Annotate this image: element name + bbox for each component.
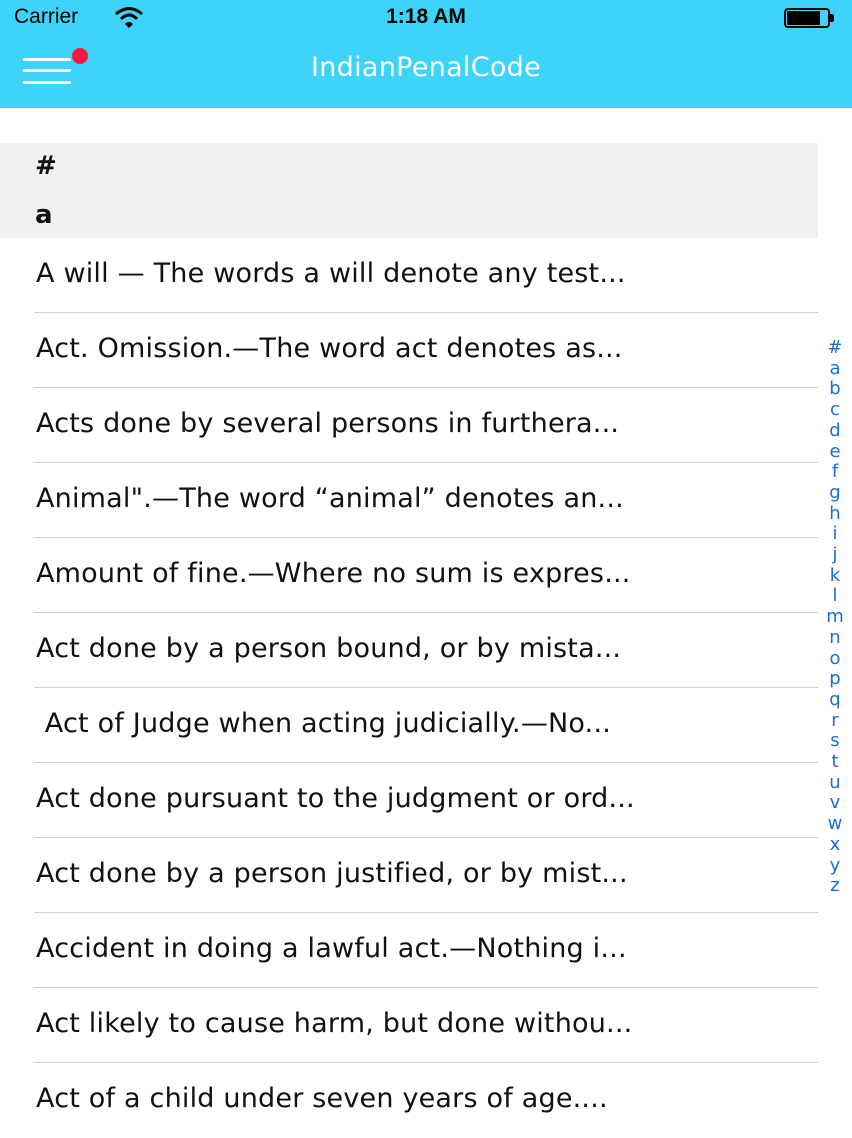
clock: 1:18 AM (386, 5, 466, 28)
index-letter[interactable]: e (829, 440, 841, 462)
section-header-a (0, 190, 818, 238)
index-letter[interactable]: x (829, 833, 841, 855)
index-letter[interactable]: p (829, 668, 841, 690)
entry-list (0, 238, 818, 1138)
list-item[interactable] (0, 538, 818, 613)
index-letter[interactable]: k (829, 564, 841, 586)
section-index (820, 338, 850, 897)
index-letter[interactable]: s (830, 730, 840, 752)
nav-bar (0, 36, 852, 108)
list-item[interactable] (0, 988, 818, 1063)
list-item[interactable] (0, 688, 818, 763)
index-letter[interactable]: r (831, 709, 839, 731)
index-letter[interactable]: t (831, 751, 839, 773)
index-letter[interactable]: q (829, 688, 841, 710)
list-item[interactable] (0, 313, 818, 388)
list-item[interactable] (0, 763, 818, 838)
index-letter[interactable]: h (829, 502, 841, 524)
section-header-label: a (35, 200, 53, 230)
index-letter[interactable]: # (827, 337, 843, 358)
list-item[interactable] (0, 838, 818, 913)
index-letter[interactable]: n (829, 626, 841, 648)
list-item[interactable] (0, 913, 818, 988)
section-header-hash (0, 143, 818, 190)
list-item-label: Acts done by several persons in furthera... (36, 408, 620, 439)
list-item-label: Act done by a person justified, or by mist... (36, 858, 628, 889)
index-letter[interactable]: f (831, 461, 839, 483)
index-letter[interactable]: o (829, 647, 841, 669)
index-letter[interactable]: g (829, 481, 841, 503)
list-item[interactable] (0, 238, 818, 313)
carrier-label: Carrier (14, 5, 79, 28)
index-letter[interactable]: u (829, 771, 841, 793)
index-letter[interactable]: i (832, 523, 838, 545)
index-letter[interactable]: w (827, 813, 843, 835)
index-letter[interactable]: v (829, 792, 841, 814)
battery-icon (784, 8, 834, 28)
section-header-label: # (35, 151, 57, 181)
index-letter[interactable]: b (829, 378, 841, 400)
list-item-label: Act done pursuant to the judgment or ord... (36, 783, 635, 814)
index-letter[interactable]: c (830, 399, 840, 421)
list-item[interactable] (0, 1063, 818, 1138)
list-item-label: Act of Judge when acting judicially.—No... (36, 708, 612, 739)
status-bar (0, 0, 852, 36)
index-letter[interactable]: y (829, 854, 841, 876)
list-item-label: Accident in doing a lawful act.—Nothing i... (36, 933, 627, 964)
list-item-label: Act of a child under seven years of age.... (36, 1083, 608, 1114)
list-item-label: Animal".—The word “animal” denotes an... (36, 483, 624, 514)
list-item-label: Amount of fine.—Where no sum is expres... (36, 558, 631, 589)
list-item[interactable] (0, 388, 818, 463)
index-letter[interactable]: d (829, 419, 841, 441)
index-letter[interactable]: a (829, 357, 841, 379)
list-item[interactable] (0, 463, 818, 538)
page-title: IndianPenalCode (310, 52, 542, 83)
list-item-label: Act done by a person bound, or by mista... (36, 633, 622, 664)
index-letter[interactable]: m (826, 606, 844, 628)
list-item-label: A will — The words a will denote any test... (36, 258, 626, 289)
index-letter[interactable]: j (832, 544, 838, 566)
list-item[interactable] (0, 613, 818, 688)
index-letter[interactable]: l (832, 585, 838, 607)
list-item-label: Act likely to cause harm, but done withou... (36, 1008, 633, 1039)
index-letter[interactable]: z (830, 875, 840, 897)
list-item-label: Act. Omission.—The word act denotes as... (36, 333, 623, 364)
